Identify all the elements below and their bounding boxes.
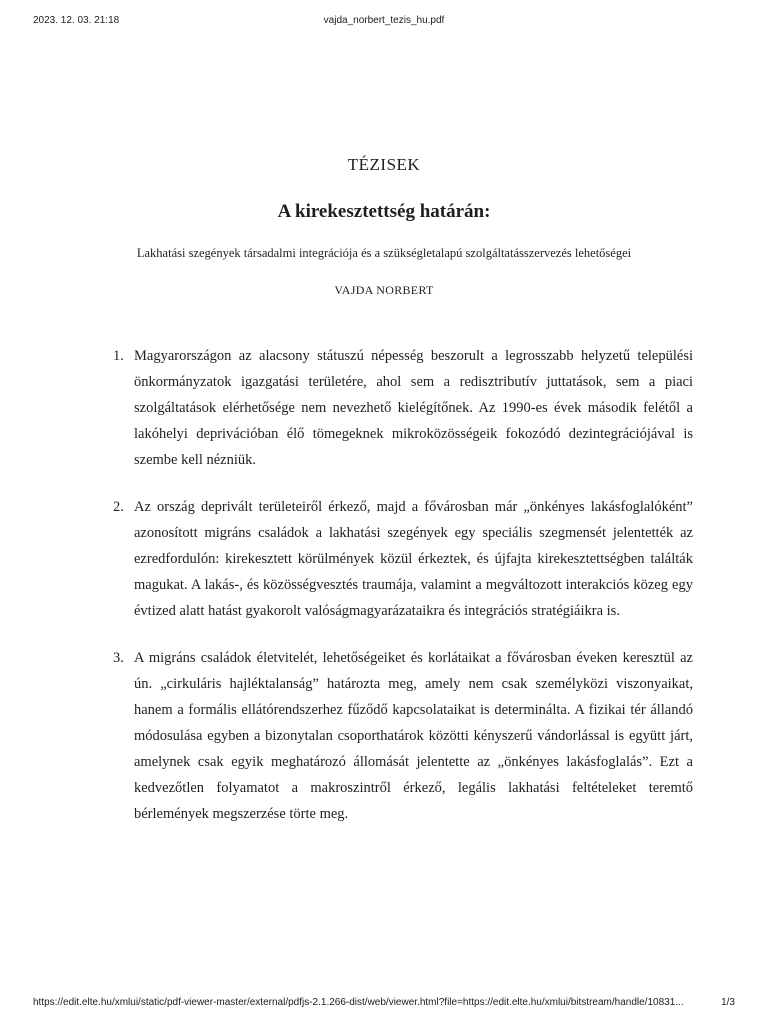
print-page-counter: 1/3 [721, 997, 735, 1008]
thesis-number: 2. [113, 499, 124, 515]
document-subtitle: Lakhatási szegények társadalmi integrációja és a szükségletalapú szolgáltatásszervezés lehetőségei [136, 246, 632, 260]
thesis-text: Magyarországon az alacsony státuszú népesség beszorult a legrosszabb helyzetű települési önkormányzatok igazgatási területére, ahol sem a redisztributív juttatások, sem a piaci szolgáltatások elérhetősége nem nevezhető kielégítőnek. Az 1990-es évek második felétől a lakóhelyi deprivációban élő tömegeknek mikroközösségeik fokozódó dezintegrációjával is szembe kell nézniük. [134, 348, 693, 468]
thesis-number: 1. [113, 348, 124, 364]
thesis-number: 3. [113, 650, 124, 666]
theses-list [113, 343, 693, 848]
thesis-text: Az ország deprivált területeiről érkező, majd a fővárosban már „önkényes lakásfoglalóként” azonosított migráns családok a lakhatási szegények egy speciális szegmensét jelentették az ezredfordulón: kirekesztett körülmények közül érkeztek, és újfajta kirekesztettségben találták magukat. A lakás-, és közösségvesztés traumája, valamint a megváltozott interakciós közeg egy évtized alatt hatást gyakorolt valóságmagyarázataikra és integrációs stratégiáikra is. [134, 499, 693, 619]
thesis-item-2 [113, 494, 693, 624]
print-document-name: vajda_norbert_tezis_hu.pdf [323, 15, 445, 26]
document-author: VAJDA NORBERT [334, 283, 434, 297]
thesis-item-1 [113, 343, 693, 473]
thesis-item-3 [113, 645, 693, 827]
document-title: A kirekesztettség határán: [277, 201, 491, 222]
print-url: https://edit.elte.hu/xmlui/static/pdf-viewer-master/external/pdfjs-2.1.266-dist/web/viewer.html?file=https://edit.elte.hu/xmlui/bitstream/handle/10831... [33, 997, 684, 1008]
print-datetime: 2023. 12. 03. 21:18 [33, 15, 120, 26]
document-heading: TÉZISEK [347, 155, 421, 174]
thesis-text: A migráns családok életvitelét, lehetőségeiket és korlátaikat a fővárosban éveken keresztül az ún. „cirkuláris hajléktalanság” határozta meg, amely nem csak személyközi viszonyaikat, hanem a formális ellátórendszerhez fűződő kapcsolataikat is determinálta. A fizikai tér állandó módosulása egyben a bizonytalan csoporthatárok közötti kényszerű vándorlással is együtt járt, amelynek csak egyik meghatározó állomását jelentette az „önkényes lakásfoglalás”. Ezt a kedvezőtlen folyamatot a makroszintről érkező, legális lakhatási feltételeket teremtő bérlemények megszerzése törte meg. [134, 650, 693, 822]
